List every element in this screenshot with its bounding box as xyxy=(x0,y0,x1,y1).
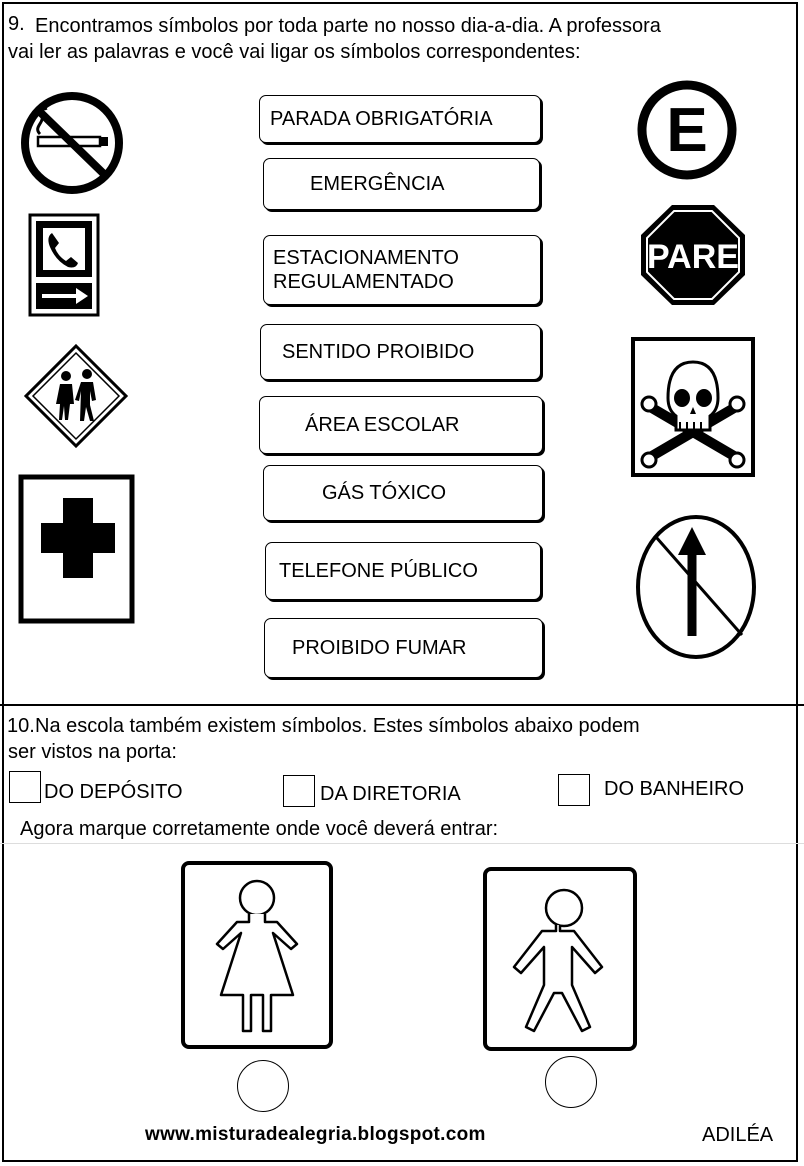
instruction-underline xyxy=(0,843,804,844)
q10-instruction: Agora marque corretamente onde você deverá entrar: xyxy=(20,818,499,840)
public-phone-icon[interactable] xyxy=(28,213,100,317)
q10-text-line1: Na escola também existem símbolos. Estes símbolos abaixo podem xyxy=(35,715,640,737)
q10-number: 10. xyxy=(7,715,35,737)
q10-text-line2: ser vistos na porta: xyxy=(8,741,177,763)
school-zone-icon[interactable] xyxy=(24,344,128,448)
q9-number: 9. xyxy=(8,13,25,35)
option-banheiro-label: DO BANHEIRO xyxy=(604,778,745,800)
checkbox-diretoria[interactable] xyxy=(283,775,315,807)
no-smoking-icon[interactable] xyxy=(18,90,126,196)
skull-toxic-icon[interactable] xyxy=(630,336,756,478)
word-box-estacionamento[interactable]: ESTACIONAMENTO REGULAMENTADO xyxy=(263,235,541,305)
female-answer-circle[interactable] xyxy=(237,1060,289,1112)
word-box-gas-toxico[interactable]: GÁS TÓXICO xyxy=(263,465,543,521)
stop-sign-icon[interactable] xyxy=(640,204,746,306)
word-box-sentido-proibido[interactable]: SENTIDO PROIBIDO xyxy=(260,324,541,380)
word-box-proibido-fumar[interactable]: PROIBIDO FUMAR xyxy=(264,618,543,678)
male-answer-circle[interactable] xyxy=(545,1056,597,1108)
stop-sign-text: PARE xyxy=(647,238,739,276)
footer-url: www.misturadealegria.blogspot.com xyxy=(145,1124,486,1145)
male-restroom-icon[interactable] xyxy=(482,866,638,1052)
word-box-emergencia[interactable]: EMERGÊNCIA xyxy=(263,158,540,210)
option-diretoria-label: DA DIRETORIA xyxy=(320,783,461,805)
q9-text-line1: Encontramos símbolos por toda parte no nosso dia-a-dia. A professora xyxy=(35,15,661,37)
word-box-area-escolar[interactable]: ÁREA ESCOLAR xyxy=(259,396,543,454)
word-box-telefone-publico[interactable]: TELEFONE PÚBLICO xyxy=(265,542,541,600)
checkbox-banheiro[interactable] xyxy=(558,774,590,806)
q9-text-line2: vai ler as palavras e você vai ligar os símbolos correspondentes: xyxy=(8,41,581,63)
first-aid-cross-icon[interactable] xyxy=(18,474,136,624)
option-deposito-label: DO DEPÓSITO xyxy=(44,781,183,803)
section-divider xyxy=(0,704,804,706)
checkbox-deposito[interactable] xyxy=(9,771,41,803)
word-box-parada-obrigatoria[interactable]: PARADA OBRIGATÓRIA xyxy=(259,95,541,143)
parking-e-icon[interactable] xyxy=(634,78,740,182)
female-restroom-icon[interactable] xyxy=(180,860,334,1050)
footer-author: ADILÉA xyxy=(702,1124,774,1146)
parking-letter: E xyxy=(666,96,708,165)
no-entry-direction-icon[interactable] xyxy=(634,513,760,661)
